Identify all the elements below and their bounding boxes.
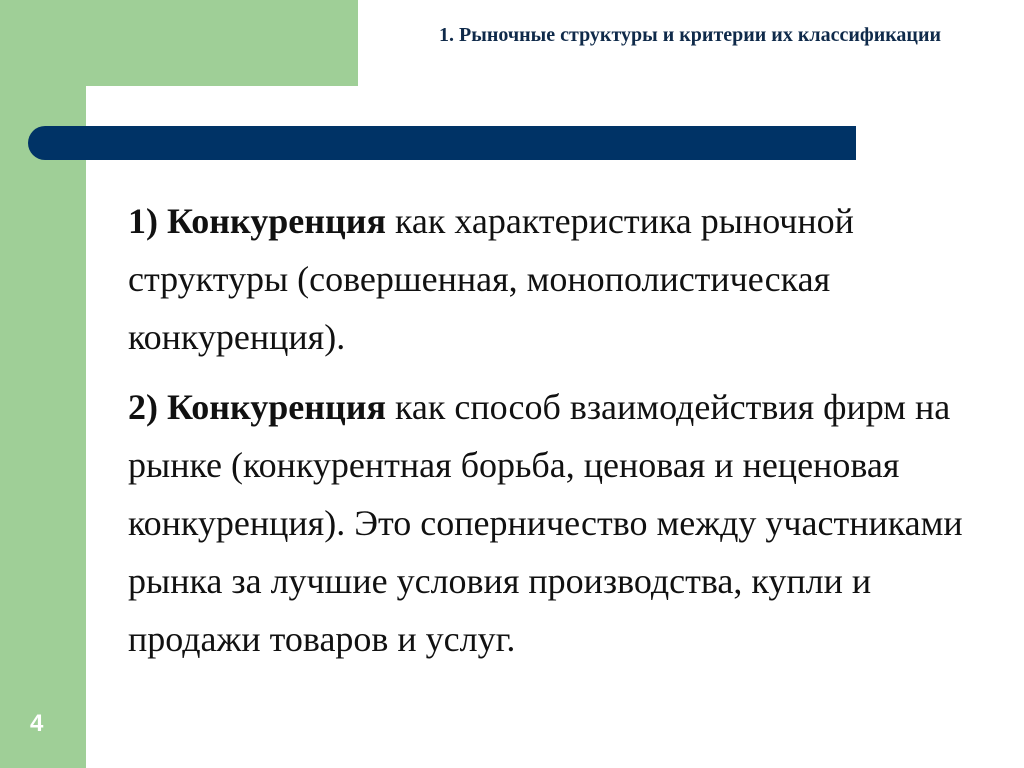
- slide-content: [128, 192, 998, 680]
- paragraph-2-lead: 2) Конкуренция: [128, 387, 386, 427]
- left-green-bar: [0, 0, 86, 768]
- top-green-block: [0, 0, 358, 86]
- paragraph-1-text: как характеристика рыночной структуры (совершенная, монополистическая конкуренция).: [128, 201, 854, 357]
- slide-title: 1. Рыночные структуры и критерии их классификации: [438, 24, 942, 46]
- title-accent-bar: [28, 126, 856, 160]
- paragraph-2: [128, 378, 998, 668]
- paragraph-2-text: как способ взаимодействия фирм на рынке (конкурентная борьба, ценовая и неценовая конкуренция). Это соперничество между участниками рынка за лучшие условия производства, купли и продажи товаров и услуг.: [128, 387, 963, 659]
- slide-number: 4: [30, 710, 44, 737]
- paragraph-1-lead: 1) Конкуренция: [128, 201, 386, 241]
- paragraph-1: [128, 192, 998, 366]
